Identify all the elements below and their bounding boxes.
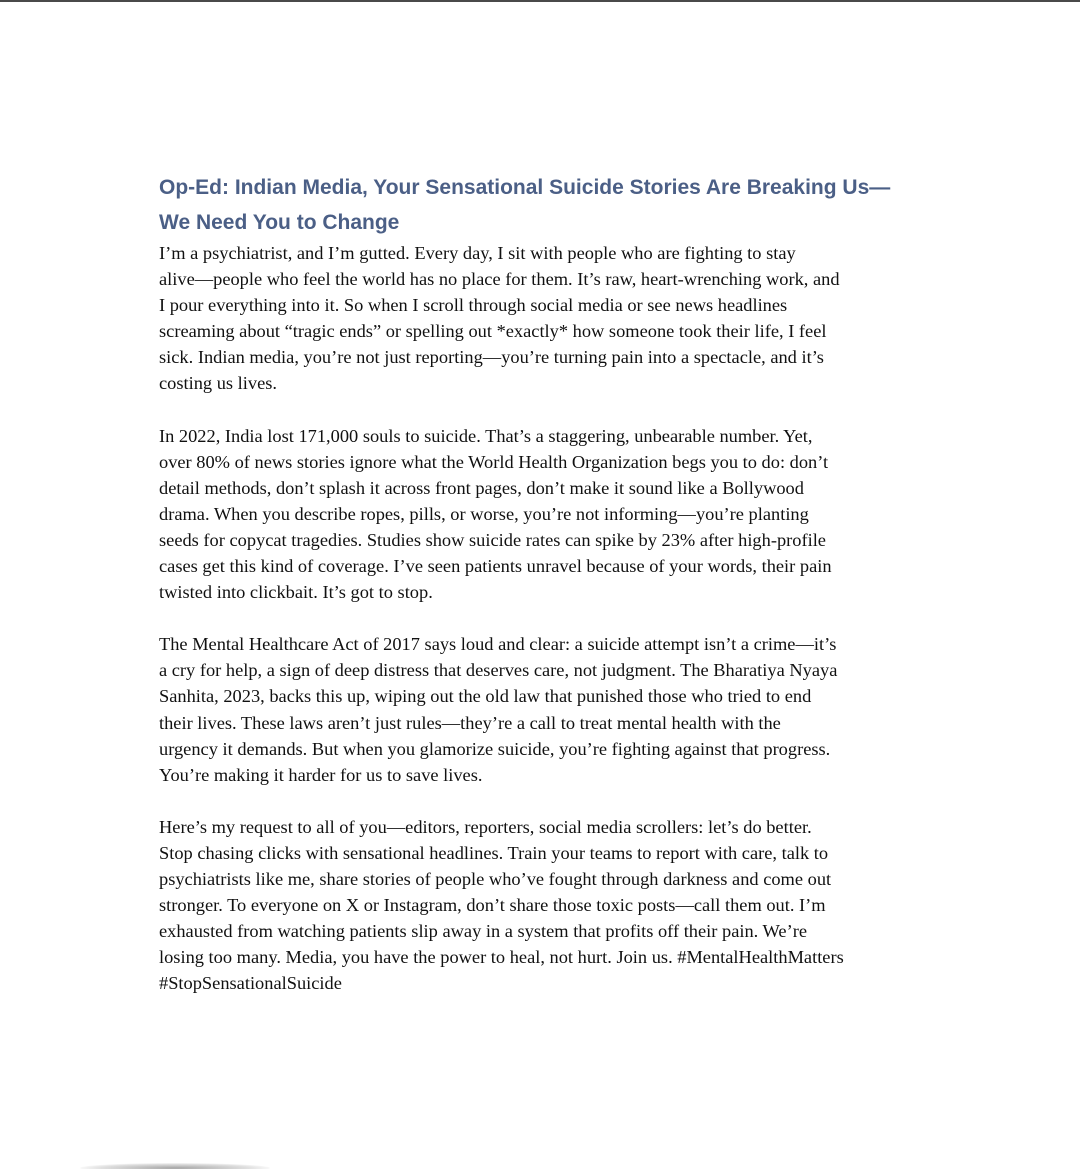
paragraph-1: I’m a psychiatrist, and I’m gutted. Every day, I sit with people who are fighting to stay alive—people who feel the world has no place for them. It’s raw, heart-wrenching work, and I pour everything into it. So when I scroll through social media or see news headlines screaming about “tragic ends” or spelling out *exactly* how someone took their life, I feel sick. Indian media, you’re not just reporting—you’re turning pain into a spectacle, and it’s costing us lives. bbox=[159, 243, 840, 394]
top-border-line bbox=[0, 0, 1080, 2]
paragraph-3: The Mental Healthcare Act of 2017 says loud and clear: a suicide attempt isn’t a crime—it’s a cry for help, a sign of deep distress that deserves care, not judgment. The Bharatiya Nyaya Sanhita, 2023, backs this up, wiping out the old law that punished those who tried to end their lives. These laws aren’t just rules—they’re a call to treat mental health with the urgency it demands. But when you glamorize suicide, you’re fighting against that progress. You’re making it harder for us to save lives. bbox=[159, 634, 838, 785]
op-ed-title: Op-Ed: Indian Media, Your Sensational Suicide Stories Are Breaking Us— We Need You to Change bbox=[159, 176, 891, 234]
document-body bbox=[159, 170, 929, 996]
page-shadow bbox=[80, 1163, 270, 1169]
paragraph-2: In 2022, India lost 171,000 souls to suicide. That’s a staggering, unbearable number. Yet, over 80% of news stories ignore what the World Health Organization begs you to do: don’t detail methods, don’t splash it across front pages, don’t make it sound like a Bollywood drama. When you describe ropes, pills, or worse, you’re not informing—you’re planting seeds for copycat tragedies. Studies show suicide rates can spike by 23% after high-profile cases get this kind of coverage. I’ve seen patients unravel because of your words, their pain twisted into clickbait. It’s got to stop. bbox=[159, 425, 832, 603]
paragraph-4: Here’s my request to all of you—editors, reporters, social media scrollers: let’s do better. Stop chasing clicks with sensational headlines. Train your teams to report with care, talk to psychiatrists like me, share stories of people who’ve fought through darkness and come out stronger. To everyone on X or Instagram, don’t share those toxic posts—call them out. I’m exhausted from watching patients slip away in a system that profits off their pain. We’re losing too many. Media, you have the power to heal, not hurt. Join us. #MentalHealthMatters #StopSensationalSuicide bbox=[159, 816, 844, 994]
